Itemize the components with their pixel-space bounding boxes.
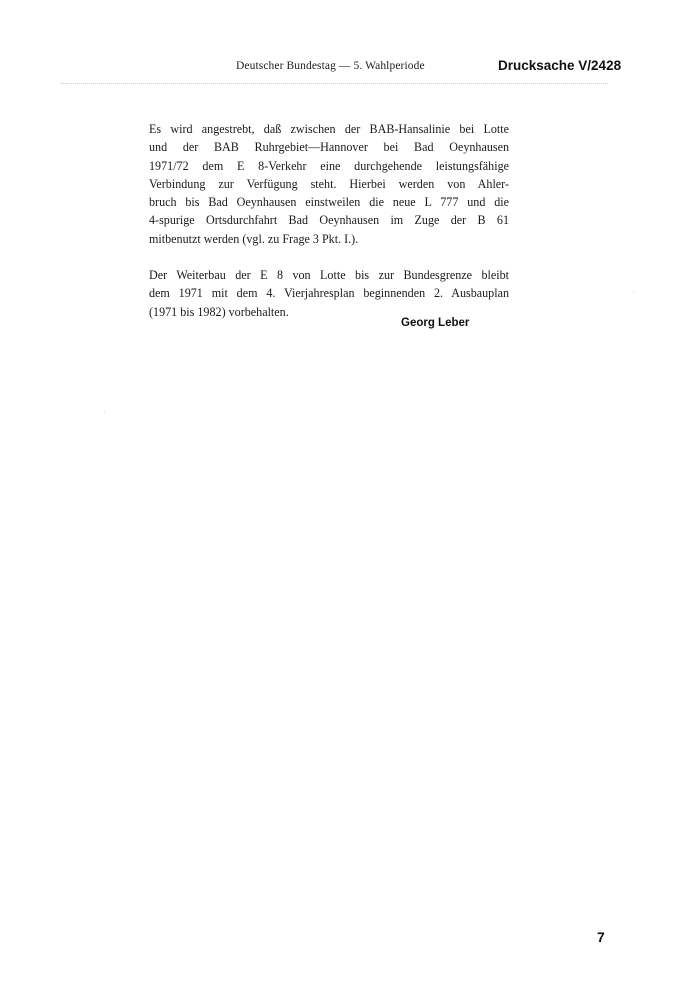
paragraph-line: 4-spurige Ortsdurchfahrt Bad Oeynhausen im Zuge der B 61	[149, 213, 509, 228]
scan-speck	[633, 291, 634, 292]
paragraph-1	[149, 120, 509, 248]
paragraph-line: dem 1971 mit dem 4. Vierjahresplan beginnenden 2. Ausbauplan	[149, 286, 509, 301]
paragraph-line: Es wird angestrebt, daß zwischen der BAB-Hansalinie bei Lotte	[149, 122, 509, 136]
page-number: 7	[597, 929, 605, 945]
paragraph-line: und der BAB Ruhrgebiet—Hannover bei Bad Oeynhausen	[149, 140, 509, 155]
paragraph-line: 1971/72 dem E 8-Verkehr eine durchgehende leistungsfähige	[149, 158, 509, 173]
running-head: Deutscher Bundestag — 5. Wahlperiode	[236, 60, 425, 72]
paragraph-line: Verbindung zur Verfügung steht. Hierbei werden von Ahler-	[149, 176, 509, 191]
paragraph-spacer	[149, 248, 509, 266]
paragraph-line: bruch bis Bad Oeynhausen einstweilen die neue L 777 und die	[149, 195, 509, 210]
paragraph-2	[149, 266, 509, 321]
scan-speck	[66, 83, 67, 84]
signature: Georg Leber	[401, 317, 470, 329]
document-number: Drucksache V/2428	[498, 58, 622, 73]
paragraph-line: mitbenutzt werden (vgl. zu Frage 3 Pkt. I.).	[149, 231, 359, 246]
body-text	[149, 120, 509, 321]
paragraph-line: (1971 bis 1982) vorbehalten.	[149, 304, 289, 319]
page-header	[0, 60, 700, 80]
paragraph-line: Der Weiterbau der E 8 von Lotte bis zur Bundesgrenze bleibt	[149, 268, 509, 283]
header-rule	[60, 83, 608, 84]
scan-speck	[104, 411, 105, 412]
